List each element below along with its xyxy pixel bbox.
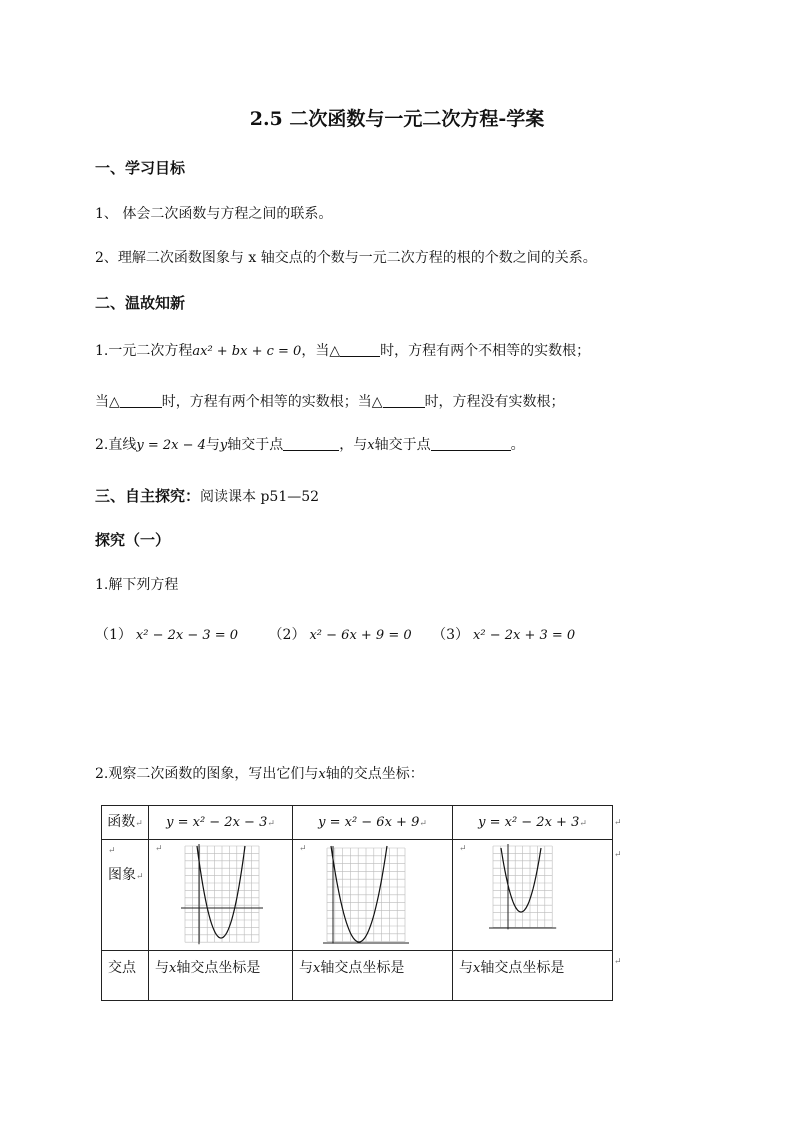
line-equation: y = 2x − 4: [136, 438, 206, 453]
review-line-3: [95, 434, 525, 454]
equation-3: x² − 2x + 3 = 0: [473, 628, 576, 643]
question-1: 1.解下列方程: [95, 577, 179, 593]
answer-blank[interactable]: [431, 436, 511, 451]
review-1-mid: ，当△: [301, 343, 341, 359]
function-cell: [149, 806, 293, 840]
intersection-cell: [453, 951, 613, 1001]
graph-cell: [293, 840, 453, 951]
table-row: [102, 951, 613, 1001]
parabola-graph-1: [149, 840, 292, 946]
paragraph-mark: ↵: [614, 850, 622, 860]
table-row: [102, 840, 613, 951]
equation-1: x² − 2x − 3 = 0: [135, 628, 239, 643]
explore-1-heading: 探究（一）: [95, 531, 171, 549]
paragraph-mark: ↵: [299, 844, 307, 854]
review-3-a: 2.直线: [95, 437, 137, 453]
answer-blank[interactable]: [120, 393, 162, 408]
question-2: [95, 763, 424, 783]
paragraph-mark: ↵: [267, 819, 275, 829]
paragraph-mark: ↵: [136, 872, 144, 882]
parabola-graph-3: [453, 840, 612, 946]
paragraph-mark: ↵: [459, 844, 467, 854]
x-var: x: [367, 438, 375, 453]
q2-b: 轴的交点坐标：: [325, 766, 424, 782]
review-3-b: 与: [205, 437, 220, 453]
graph-cell: [149, 840, 293, 951]
section3-reading: 阅读课本 p51—52: [200, 489, 320, 505]
y-var: y: [219, 438, 228, 453]
graph-cell: [453, 840, 613, 951]
intersect-a: 与: [459, 960, 473, 976]
parabola-graph-2: [293, 840, 452, 946]
section3-title: 三、自主探究：: [95, 487, 201, 505]
answer-blank[interactable]: [383, 393, 425, 408]
x-var: x: [318, 767, 326, 782]
function-2: y = x² − 6x + 9: [318, 815, 420, 830]
answer-blank[interactable]: [340, 342, 380, 357]
review-3-d: ，与: [339, 437, 368, 453]
intersection-cell: [293, 951, 453, 1001]
paragraph-mark: ↵: [579, 819, 587, 829]
review-3-e: 轴交于点: [374, 437, 431, 453]
intersection-cell: [149, 951, 293, 1001]
review-2-a: 当△: [95, 394, 120, 410]
equations-row: [95, 624, 575, 644]
review-2-b: 时，方程有两个相等的实数根；当△: [161, 394, 383, 410]
equation-2: x² − 6x + 9 = 0: [309, 628, 412, 643]
row-label: 函数: [107, 814, 136, 830]
intersect-b: 轴交点坐标是: [480, 960, 565, 976]
intersect-b: 轴交点坐标是: [320, 960, 405, 976]
goal-1: 1、 体会二次函数与方程之间的联系。: [95, 206, 333, 222]
function-table: [101, 805, 613, 1001]
function-cell: [293, 806, 453, 840]
x-var: x: [473, 961, 481, 976]
row-label: 图象: [108, 867, 136, 883]
parabola-curve: [197, 846, 245, 938]
section2-heading: 二、温故知新: [95, 294, 186, 312]
section3-heading: [95, 485, 319, 506]
paragraph-mark: ↵: [108, 846, 116, 856]
paragraph-mark: ↵: [135, 819, 143, 829]
paragraph-mark: ↵: [614, 957, 622, 967]
review-line-1: [95, 340, 590, 360]
intersect-a: 与: [299, 960, 313, 976]
eq1-label: （1）: [95, 627, 132, 643]
row-label-cell: [102, 840, 149, 951]
general-quadratic-equation: ax² + bx + c = 0: [192, 344, 302, 359]
page-title: 2.5 二次函数与一元二次方程-学案: [249, 108, 545, 130]
paragraph-mark: ↵: [155, 844, 163, 854]
review-1-prefix: 1.一元二次方程: [95, 343, 193, 359]
review-3-c: 轴交于点: [227, 437, 284, 453]
table-row: [102, 806, 613, 840]
intersect-b: 轴交点坐标是: [176, 960, 261, 976]
answer-blank[interactable]: [283, 436, 339, 451]
row-label-cell: [102, 951, 149, 1001]
eq2-label: （2）: [268, 627, 306, 643]
parabola-curve: [331, 846, 387, 942]
intersect-a: 与: [155, 960, 169, 976]
section1-heading: 一、学习目标: [95, 159, 186, 177]
review-3-f: 。: [510, 437, 525, 453]
row-label: 交点: [108, 960, 136, 976]
eq3-label: （3）: [432, 627, 470, 643]
review-line-2: [95, 391, 565, 411]
paragraph-mark: ↵: [419, 819, 427, 829]
review-2-c: 时，方程没有实数根；: [424, 394, 565, 410]
q2-a: 2.观察二次函数的图象，写出它们与: [95, 766, 319, 782]
goal-2: 2、理解二次函数图象与 x 轴交点的个数与一元二次方程的根的个数之间的关系。: [95, 250, 597, 266]
review-1-suffix: 时，方程有两个不相等的实数根；: [380, 343, 591, 359]
function-1: y = x² − 2x − 3: [166, 815, 268, 830]
parabola-curve: [501, 848, 541, 912]
function-cell: [453, 806, 613, 840]
paragraph-mark: ↵: [614, 818, 622, 828]
function-3: y = x² − 2x + 3: [478, 815, 580, 830]
x-var: x: [313, 961, 321, 976]
row-label-cell: [102, 806, 149, 840]
x-var: x: [169, 961, 177, 976]
